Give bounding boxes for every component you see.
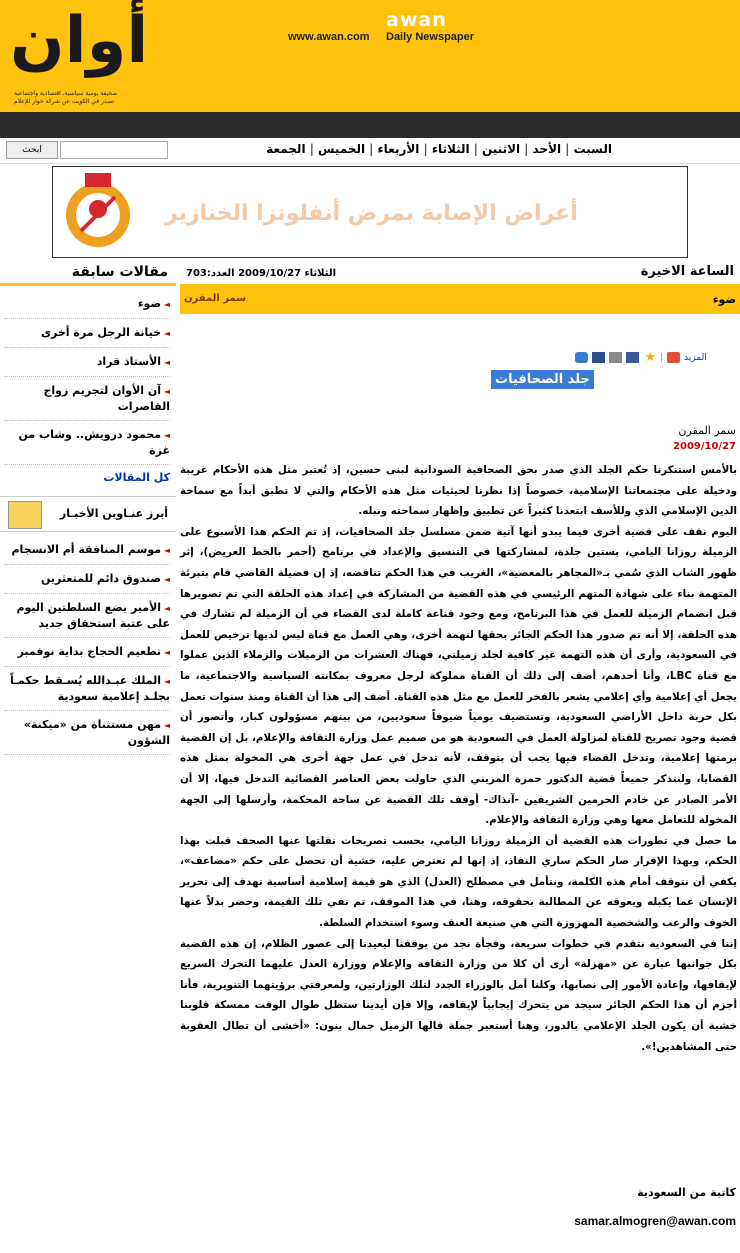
news-headlines-header — [0, 496, 176, 532]
sidebar-item[interactable]: ◄ الأستاذ قراد — [4, 348, 170, 377]
brand-name: awan — [386, 9, 447, 31]
all-articles-link[interactable]: كل المقالات — [103, 471, 170, 484]
search-input[interactable] — [60, 141, 168, 159]
banner-text: أعراض الإصابة بمرض أنفلونزا الخنازير — [165, 201, 578, 226]
print-icon[interactable] — [609, 352, 622, 363]
issue-number: 703 — [186, 268, 207, 279]
section-title: الساعة الاخيرة — [640, 264, 734, 279]
news-headlines-title: أبرز عنـاوين الأخبـار — [59, 507, 168, 520]
article-date: 2009/10/27 — [673, 441, 736, 452]
article-paragraph: ما حصل في تطورات هذه القضية أن الزميلة روزانا اليامي، بحسب تصريحات نقلتها عنها الصحف قبلت بهذا الحكم، وبهذا الإقرار صار الحكم ساري النفاذ، إذ إنها لم تعترض عليه، خشية أن تحصل على حكم «مضاعف»، يكفي أن نتوقف أمام هذه الكلمة، ونتأمل في مصطلح (العدل) الذي هو قيمة إسلامية أساسية تهدف إلى تحرير الإنسان عما يكبله ويعوقه عن المطالبة بحقوقه، وهنا، في هذا الموقف، تم نفي تلك القيمة، وحضر بدلاً عنها الخوف والرعب والشخصية المهزوزة التي هي صنيعة العنف وسوء استخدام السلطة. — [180, 834, 737, 930]
article-author: سمر المقرن — [678, 424, 736, 437]
site-header — [0, 0, 740, 112]
column-bar — [180, 284, 740, 314]
day-link[interactable]: الخميس — [317, 142, 366, 156]
issue-info — [186, 268, 336, 279]
article-body — [180, 460, 737, 1057]
sidebar-item[interactable]: ◄ محمود درويش.. وشاب من غزة — [4, 421, 170, 465]
author-email[interactable]: samar.almogren@awan.com — [574, 1214, 736, 1228]
news-item[interactable]: ◄ الأمير يضع السلطتين اليوم على عتبة استحقاق جديد — [4, 594, 170, 638]
sidebar-title: مقالات سابقة — [0, 258, 176, 286]
issue-date: 2009/10/27 — [238, 268, 302, 279]
article-area — [180, 258, 740, 1253]
header-dark-bar — [0, 112, 740, 138]
news-item[interactable]: ◄ موسم المنافقة أم الانسجام — [4, 536, 170, 565]
brand-tagline: Daily Newspaper — [386, 31, 475, 43]
email-icon[interactable] — [592, 352, 605, 363]
comment-icon[interactable] — [575, 352, 588, 363]
ad-banner[interactable] — [52, 166, 688, 258]
star-icon[interactable]: ★ — [644, 350, 656, 365]
day-link[interactable]: الاثنين — [481, 142, 521, 156]
sidebar-item[interactable]: ◄ ضوء — [4, 290, 170, 319]
news-item[interactable]: ◄ تطعيم الحجاج بداية نوفمبر — [4, 638, 170, 667]
article-paragraph: إننا في السعودية نتقدم في خطوات سريعة، وفجأة نجد من يوقفنا ليعيدنا إلى عصور الظلام، إن هذه القضية بكل جوانبها عبارة عن «مهزلة» أرى أن كلا من وزارة الثقافة والإعلام ووزارة العدل عليهما التحرك السريع لإيقافها، وإعادة الأمور إلى نصابها، وكلنا أمل بالوزراء الجدد لتلك الوزارتين، ولمعرفتي برؤيتهما التنويرية، فأنا أجزم أن هذا الحكم الجائر سيجد من يتحرك إيجابياً لإيقافه، وإلا فإن أيدينا ستظل طوال الوقت ممسكة قلوبنا خشية أن يكون الجلد الإعلامي بالدور، وهنا أستعير جملة قالها الزميل جمال بنون: «أخشى أن تطال العقوبة حتى المشاهدين!». — [180, 937, 737, 1053]
facebook-icon[interactable] — [626, 352, 639, 363]
add-icon[interactable] — [667, 352, 680, 363]
day-link[interactable]: السبت — [573, 142, 612, 156]
column-name: ضوء — [712, 293, 736, 306]
search-form — [6, 141, 168, 159]
news-list — [0, 532, 176, 755]
day-link[interactable]: الجمعة — [266, 142, 306, 156]
logo-subtitle-2: تصدر في الكويت عن شركة حوار للإعلام — [14, 98, 114, 105]
site-url[interactable]: www.awan.com — [288, 31, 370, 43]
news-item[interactable]: ◄ صندوق دائم للمتعثرين — [4, 565, 170, 594]
sidebar-item[interactable]: ◄ آن الأوان لتجريم زواج القاصرات — [4, 377, 170, 421]
article-paragraph: اليوم نقف على قضية أخرى فيما يبدو أنها آتية ضمن مسلسل جلد الصحافيات، إذ تم الحكم هذا الأسبوع على الزميلة روزانا اليامي، بستين جلدة، لمشاركتها في التنسيق والإعداد في برنامج (أحمر بالخط العريض)، إثر ظهور الشاب الذي سُمي بـ«المجاهر بالمعصية»، الغريب في هذا الحكم تناقضه، إذ إن فضيلة القاضي قام بتبرئة المتهمة بناء على شهادة المتهم الرئيسي في هذه القضية من المشاركة في إعداد هذه الحلقة التي تم تصويرها قبل انضمام الزميلة للعمل في هذا البرنامج، ومع وجود قناعة كاملة لدى القضاء في أن الزميلة لم تشارك في هذه الحلقة، إلا أنه تم صدور هذا الحكم الجائر بحقها لتهمة أخرى، وهي العمل مع قناة ليس لديها ترخيص للعمل في السعودية، وأرى أن هذه التهمة غير كافية لجلد زميلتي، فهناك العشرات من الزميلات والزملاء الذين عملوا مع قناة LBC، وأنا أحدهم، أضف إلى ذلك أن القناة مملوكة لرجل معروف بمكانته السياسية والاجتماعية، ما يجعل أي إعلامية وأي إعلامي يشعر بالفخر للعمل مع مثل هذه القناة. أضف إلى هذا أن القناة ومنذ سنوات تعمل بكل حرية داخل الأراضي السعودية، وتستضيف يومياً ضيوفاً سعوديين، من بينهم مسؤولون كبار، وأتصور أن قضية وجود تصريح للقناة لمزاولة العمل في السعودية هو من صميم عمل وزارة الثقافة والإعلام، بل إن القضية برمتها إعلامية، وتدخل القضاء فيها يجب أن يتوقف، لأنه تدخل في عمل جهة أخرى هي المخولة بمثل هذه القضايا، ولنتذكر جميعاً قضية الدكتور حمزة المزيني الذي حاولت بعض العناصر القضائية التدخل فيها، إلا أن الأمر الصادر عن خادم الحرمين الشريفين -آنذاك- أوقف تلك القضية عن ساحة المحكمة، وأرسلها إلى الجهة المخولة للتعامل معها وهي وزارة الثقافة والإعلام. — [180, 525, 737, 827]
article-title: جلد الصحافيات — [491, 370, 594, 389]
news-item[interactable]: ◄ الملك عبـدالله يُسـقط حكمـاً بجلـد إعلامية سعودية — [4, 667, 170, 711]
more-link[interactable]: المزيد — [684, 352, 707, 363]
sidebar — [0, 258, 176, 747]
newspaper-icon — [8, 501, 42, 529]
flu-campaign-logo-icon — [63, 169, 133, 255]
previous-articles-list — [0, 286, 176, 465]
news-item[interactable]: ◄ مهن مستثناة من «ميكنة» الشؤون — [4, 711, 170, 755]
top-nav — [0, 138, 740, 164]
author-byline: كاتبة من السعودية — [637, 1186, 736, 1199]
issue-day: الثلاثاء — [304, 268, 337, 279]
day-link[interactable]: الأربعاء — [377, 142, 420, 156]
article-paragraph: بالأمس استنكرنا حكم الجلد الذي صدر بحق الصحافية السودانية لبنى حسين، إذ تُعتبر مثل هذه الأحكام غريبة ودخيلة على مجتمعاتنا الإسلامية، خصوصاً إذا نظرنا لحيثيات مثل هذه الأحكام والتي لا تطبق أبداً مع سماحة الدين الإسلامي الذي وللأسف ابتعدنا كثيراً عن تطبيق وإظهار سماحته ونبله. — [180, 464, 737, 518]
sidebar-item[interactable]: ◄ خيانة الرجل مرة أخرى — [4, 319, 170, 348]
day-nav: السبت | الأحد | الاثنين | الثلاثاء | الأربعاء | الخميس | الجمعة — [266, 142, 612, 156]
issue-label: العدد: — [206, 268, 235, 279]
columnist-name: سمر المقرن — [184, 293, 247, 304]
search-button[interactable]: ابحث — [6, 141, 58, 159]
site-logo[interactable] — [10, 4, 160, 104]
day-link[interactable]: الأحد — [532, 142, 562, 156]
day-link[interactable]: الثلاثاء — [431, 142, 470, 156]
logo-subtitle: صحيفة يومية سياسية، اقتصادية واجتماعية — [14, 90, 118, 97]
logo-text: أوان — [10, 4, 149, 78]
share-toolbar: المزيد | ★ — [575, 352, 707, 363]
